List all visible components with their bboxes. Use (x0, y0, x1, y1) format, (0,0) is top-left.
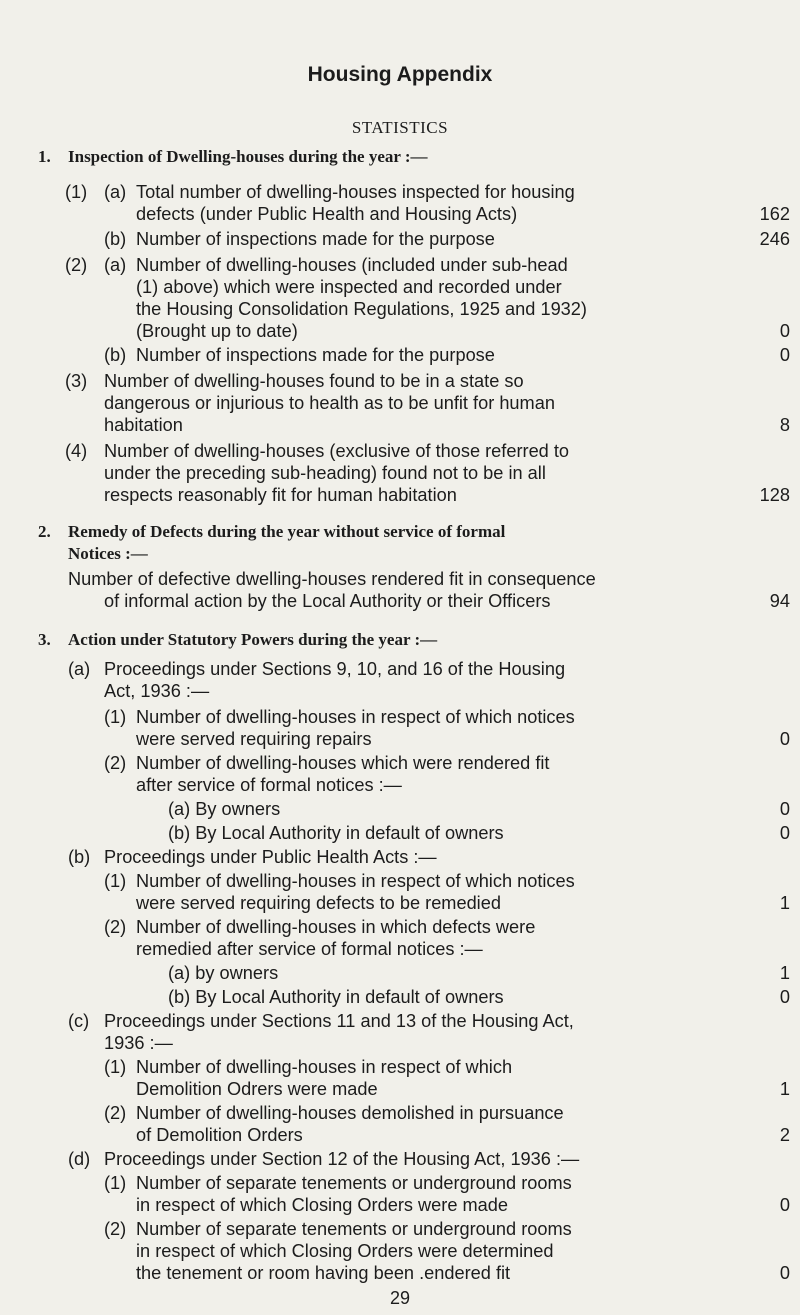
text-line: habitation (104, 415, 183, 435)
text-line: Number of dwelling-houses (included under sub-head (136, 255, 568, 275)
section-title: Remedy of Defects during the year without service of formal (68, 522, 506, 541)
section-3-heading (38, 629, 437, 650)
value: 246 (759, 229, 790, 249)
item-number: (2) (104, 1219, 127, 1239)
text-line: after service of formal notices :— (136, 775, 402, 795)
text-line: under the preceding sub-heading) found not to be in all (104, 463, 546, 483)
text-line: Demolition Odrers were made (136, 1079, 378, 1099)
text-line: (b) By Local Authority in default of owners (168, 823, 504, 843)
page-title: Housing Appendix (307, 63, 493, 86)
value: 128 (759, 485, 790, 505)
text-line: dangerous or injurious to health as to be unfit for human (104, 393, 555, 413)
text-line: Proceedings under Public Health Acts :— (104, 847, 437, 867)
section-title: Inspection of Dwelling-houses during the year :— (68, 147, 428, 166)
value: 1 (779, 963, 790, 983)
text-line: (a) by owners (168, 963, 279, 983)
text-line: the Housing Consolidation Regulations, 1925 and 1932) (136, 299, 587, 319)
item-number: (1) (104, 871, 127, 891)
sub-label: (a) (104, 182, 127, 202)
value: 0 (779, 1195, 790, 1215)
item-number: (3) (65, 371, 88, 391)
text-line: 1936 :— (104, 1033, 173, 1053)
value: 162 (759, 204, 790, 224)
text-line: (b) By Local Authority in default of owners (168, 987, 504, 1007)
text-line: Number of dwelling-houses found to be in a state so (104, 371, 524, 391)
item-number: (1) (104, 1057, 127, 1077)
item-number: (1) (104, 1173, 127, 1193)
text-line: Number of dwelling-houses (exclusive of those referred to (104, 441, 570, 461)
text-line: Number of inspections made for the purpose (136, 345, 495, 365)
text-line: Proceedings under Sections 11 and 13 of the Housing Act, (104, 1011, 574, 1031)
text-line: Number of separate tenements or underground rooms (136, 1173, 572, 1193)
text-line: Number of defective dwelling-houses rendered fit in consequence (68, 569, 596, 589)
value: 1 (779, 893, 790, 913)
text-line: defects (under Public Health and Housing Acts) (136, 204, 518, 224)
value: 0 (779, 823, 790, 843)
page-number: 29 (389, 1288, 411, 1308)
value: 0 (779, 345, 790, 365)
text-line: of informal action by the Local Authority or their Officers (104, 591, 551, 611)
text-line: Proceedings under Sections 9, 10, and 16 of the Housing (104, 659, 566, 679)
sub-label: (b) (104, 345, 127, 365)
section-number: 1. (38, 147, 51, 166)
value: 0 (779, 987, 790, 1007)
section-1-heading (38, 146, 428, 167)
text-line: (a) By owners (168, 799, 281, 819)
item-number: (2) (104, 753, 127, 773)
text-line: Total number of dwelling-houses inspected for housing (136, 182, 575, 202)
section-2-heading (38, 521, 505, 542)
text-line: Number of dwelling-houses in respect of which notices (136, 871, 575, 891)
value: 0 (779, 321, 790, 341)
item-number: (2) (104, 1103, 127, 1123)
item-number: (1) (104, 707, 127, 727)
sub-label: (c) (68, 1011, 90, 1031)
value: 2 (779, 1125, 790, 1145)
value: 0 (779, 1263, 790, 1283)
text-line: Proceedings under Section 12 of the Housing Act, 1936 :— (104, 1149, 580, 1169)
section-title-cont: Notices :— (68, 544, 148, 563)
text-line: (1) above) which were inspected and recorded under (136, 277, 562, 297)
text-line: respects reasonably fit for human habitation (104, 485, 457, 505)
text-line: Number of dwelling-houses demolished in pursuance (136, 1103, 564, 1123)
value: 0 (779, 729, 790, 749)
text-line: (Brought up to date) (136, 321, 298, 341)
text-line: Number of dwelling-houses in respect of which (136, 1057, 513, 1077)
sub-label: (a) (104, 255, 127, 275)
value: 0 (779, 799, 790, 819)
text-line: Number of dwelling-houses in which defects were (136, 917, 536, 937)
text-line: were served requiring defects to be remedied (136, 893, 501, 913)
sub-label: (d) (68, 1149, 91, 1169)
text-line: remedied after service of formal notices :— (136, 939, 483, 959)
sub-label: (b) (104, 229, 127, 249)
text-line: Number of inspections made for the purpose (136, 229, 495, 249)
sub-label: (b) (68, 847, 91, 867)
text-line: Number of dwelling-houses in respect of which notices (136, 707, 575, 727)
item-number: (2) (65, 255, 88, 275)
value: 1 (779, 1079, 790, 1099)
value: 94 (769, 591, 790, 611)
text-line: the tenement or room having been .endered fit (136, 1263, 511, 1283)
item-number: (2) (104, 917, 127, 937)
page-subtitle: STATISTICS (351, 118, 449, 137)
item-number: (1) (65, 182, 88, 202)
text-line: in respect of which Closing Orders were determined (136, 1241, 554, 1261)
text-line: Number of dwelling-houses which were rendered fit (136, 753, 550, 773)
text-line: Number of separate tenements or underground rooms (136, 1219, 572, 1239)
value: 8 (779, 415, 790, 435)
section-number: 3. (38, 630, 51, 649)
text-line: Act, 1936 :— (104, 681, 210, 701)
text-line: of Demolition Orders (136, 1125, 303, 1145)
sub-label: (a) (68, 659, 91, 679)
section-number: 2. (38, 522, 51, 541)
text-line: were served requiring repairs (136, 729, 372, 749)
text-line: in respect of which Closing Orders were made (136, 1195, 508, 1215)
item-number: (4) (65, 441, 88, 461)
section-title: Action under Statutory Powers during the year :— (68, 630, 438, 649)
